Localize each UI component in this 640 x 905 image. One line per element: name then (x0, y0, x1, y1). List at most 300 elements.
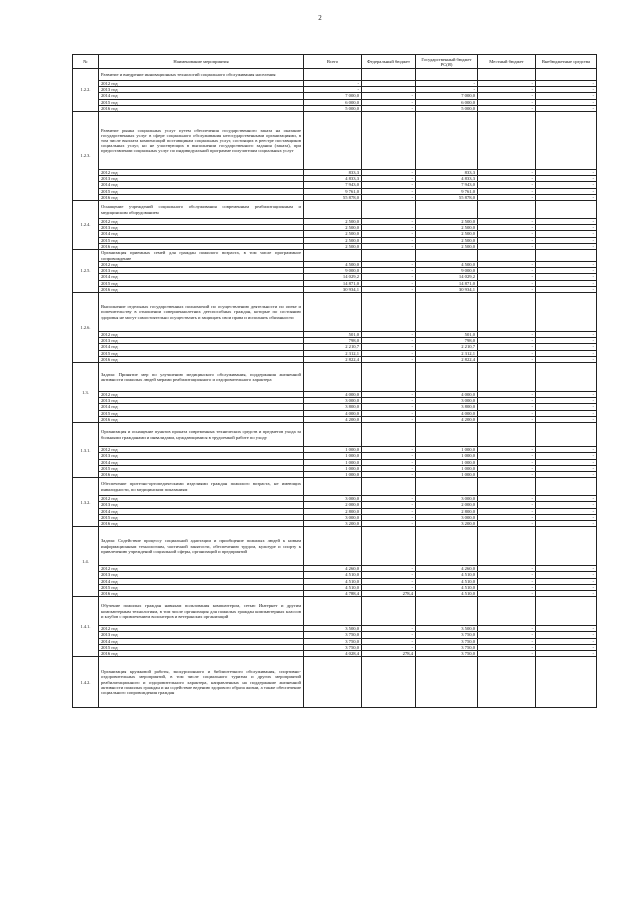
local-budget-cell: - (478, 398, 536, 404)
total-cell: 14 871,0 (304, 280, 362, 286)
extrabudget-cell: - (536, 344, 597, 350)
activity-row (73, 363, 597, 392)
activity-name: Задача: Содействие процессу социальной адаптации и приобщение пожилых людей к новым информационным технологиям, частичной занятости, обеспечению трудом, культуре и спорту к привлечению учреждений социальной сферы, организаций и предприятий (99, 527, 304, 566)
year-cell: 2014 год (99, 93, 304, 99)
extrabudget-cell: - (536, 650, 597, 656)
federal-cell: - (362, 93, 416, 99)
empty-cell (536, 478, 597, 496)
federal-cell: - (362, 632, 416, 638)
total-cell: 1 000,0 (304, 453, 362, 459)
total-cell: 3 750,0 (304, 632, 362, 638)
empty-cell (304, 423, 362, 447)
total-cell: 1 000,0 (304, 459, 362, 465)
year-cell: 2014 год (99, 182, 304, 188)
total-cell: 2 000,0 (304, 502, 362, 508)
empty-cell (478, 293, 536, 332)
extrabudget-cell: - (536, 188, 597, 194)
state-budget-cell: 2 000,0 (416, 502, 478, 508)
empty-cell (304, 250, 362, 262)
year-cell: 2013 год (99, 176, 304, 182)
state-budget-cell: - (416, 87, 478, 93)
federal-cell: - (362, 471, 416, 477)
state-budget-cell: 5 000,0 (416, 105, 478, 111)
year-cell: 2016 год (99, 650, 304, 656)
extrabudget-cell: - (536, 219, 597, 225)
empty-cell (362, 112, 416, 170)
local-budget-cell: - (478, 350, 536, 356)
state-budget-cell: 9 000,0 (416, 268, 478, 274)
year-cell: 2012 год (99, 262, 304, 268)
local-budget-cell: - (478, 416, 536, 422)
activity-name: Развитие рынка социальных услуг путем обеспечения государственного заказа на оказание государственных услуг в сфере социального обслуживания негосударственными организациями, в том числе выплата компенсаций поставщикам социальных услуг, состоящих в реестре поставщиков социальных услуг, но не участвующих в выполнении государственного задания (заказа), при предоставлении социальных услуг по индивидуальной программе получателям социальных услуг (99, 112, 304, 170)
empty-cell (536, 363, 597, 392)
state-budget-cell: 3 750,0 (416, 644, 478, 650)
state-budget-cell: 3 500,0 (416, 626, 478, 632)
extrabudget-cell: - (536, 350, 597, 356)
empty-cell (362, 478, 416, 496)
local-budget-cell: - (478, 566, 536, 572)
total-cell: 1 000,0 (304, 471, 362, 477)
federal-cell: - (362, 237, 416, 243)
empty-cell (478, 201, 536, 219)
federal-cell: - (362, 243, 416, 249)
empty-cell (416, 201, 478, 219)
year-cell: 2013 год (99, 398, 304, 404)
year-cell: 2016 год (99, 471, 304, 477)
state-budget-cell: 2 500,0 (416, 237, 478, 243)
activity-row (73, 478, 597, 496)
federal-cell: - (362, 194, 416, 200)
empty-cell (416, 597, 478, 626)
activity-row (73, 527, 597, 566)
state-budget-cell: 3 000,0 (416, 398, 478, 404)
federal-cell: - (362, 170, 416, 176)
federal-cell: - (362, 338, 416, 344)
federal-cell: - (362, 268, 416, 274)
local-budget-cell: - (478, 453, 536, 459)
activity-name: Организация и оснащение пунктов проката современных технических средств и предметов ухода за больными гражданами и инвалидами, нуждающимися в трудоемкой работе по уходу (99, 423, 304, 447)
extrabudget-cell: - (536, 87, 597, 93)
total-cell: 3 800,0 (304, 404, 362, 410)
extrabudget-cell: - (536, 632, 597, 638)
extrabudget-cell: - (536, 508, 597, 514)
local-budget-cell: - (478, 590, 536, 596)
local-budget-cell: - (478, 99, 536, 105)
total-cell: 9 000,0 (304, 268, 362, 274)
federal-cell: - (362, 496, 416, 502)
empty-cell (362, 250, 416, 262)
empty-cell (478, 478, 536, 496)
federal-cell: - (362, 274, 416, 280)
federal-cell: - (362, 410, 416, 416)
extrabudget-cell: - (536, 81, 597, 87)
state-budget-cell: 833,3 (416, 170, 478, 176)
extrabudget-cell: - (536, 356, 597, 362)
total-cell: 4 260,0 (304, 566, 362, 572)
local-budget-cell: - (478, 465, 536, 471)
empty-cell (478, 657, 536, 708)
year-cell: 2014 год (99, 274, 304, 280)
federal-cell: - (362, 398, 416, 404)
empty-cell (416, 69, 478, 81)
activity-name: Развитие и внедрение инновационных технологий социального обслуживания населения (99, 69, 304, 81)
state-budget-cell: 2 500,0 (416, 219, 478, 225)
activity-name: Организация кружковой работы, экскурсионного и библиотечного обслуживания, спортивно-оздоровительных мероприятий, в том числе социального туризма и других мероприятий реабилитационного и оздоровительного характера, направленных на поддержание жизненной активности пожилых граждан и на содействие ведению здорового образа жизни, а также обеспечение социального сопровождения граждан (99, 657, 304, 708)
empty-cell (304, 69, 362, 81)
local-budget-cell: - (478, 471, 536, 477)
state-budget-cell: 1 000,0 (416, 465, 478, 471)
activity-row (73, 250, 597, 262)
local-budget-cell: - (478, 572, 536, 578)
local-budget-cell: - (478, 584, 536, 590)
empty-cell (304, 527, 362, 566)
federal-cell: - (362, 225, 416, 231)
total-cell: 7 943,0 (304, 182, 362, 188)
total-cell: 4 510,0 (304, 584, 362, 590)
extrabudget-cell: - (536, 99, 597, 105)
local-budget-cell: - (478, 176, 536, 182)
empty-cell (536, 250, 597, 262)
extrabudget-cell: - (536, 93, 597, 99)
local-budget-cell: - (478, 219, 536, 225)
federal-cell: - (362, 262, 416, 268)
extrabudget-cell: - (536, 404, 597, 410)
year-cell: 2016 год (99, 286, 304, 292)
state-budget-cell: 2 500,0 (416, 225, 478, 231)
federal-cell: - (362, 459, 416, 465)
local-budget-cell: - (478, 225, 536, 231)
state-budget-cell: 4 510,0 (416, 578, 478, 584)
federal-cell: - (362, 638, 416, 644)
year-cell: 2012 год (99, 332, 304, 338)
extrabudget-cell: - (536, 459, 597, 465)
federal-cell: - (362, 182, 416, 188)
extrabudget-cell: - (536, 644, 597, 650)
local-budget-cell: - (478, 650, 536, 656)
total-cell: 1 000,0 (304, 447, 362, 453)
activity-number: 1.4. (73, 527, 99, 597)
state-budget-cell: 2 800,0 (416, 508, 478, 514)
local-budget-cell: - (478, 502, 536, 508)
local-budget-cell: - (478, 410, 536, 416)
page-number: 2 (318, 14, 322, 22)
empty-cell (304, 112, 362, 170)
extrabudget-cell: - (536, 182, 597, 188)
total-cell: 2 500,0 (304, 237, 362, 243)
local-budget-cell: - (478, 404, 536, 410)
federal-cell: - (362, 219, 416, 225)
activity-number: 1.3.2. (73, 478, 99, 527)
extrabudget-cell: - (536, 225, 597, 231)
activity-row (73, 597, 597, 626)
empty-cell (478, 527, 536, 566)
empty-cell (478, 423, 536, 447)
year-cell: 2014 год (99, 638, 304, 644)
local-budget-cell: - (478, 638, 536, 644)
state-budget-cell: 4 510,0 (416, 584, 478, 590)
extrabudget-cell: - (536, 170, 597, 176)
year-cell: 2015 год (99, 99, 304, 105)
year-cell: 2014 год (99, 459, 304, 465)
local-budget-cell: - (478, 626, 536, 632)
state-budget-cell: 4 510,0 (416, 590, 478, 596)
year-cell: 2013 год (99, 572, 304, 578)
extrabudget-cell: - (536, 465, 597, 471)
empty-cell (304, 657, 362, 708)
activity-number: 1.4.2. (73, 657, 99, 708)
local-budget-cell: - (478, 274, 536, 280)
activity-row (73, 112, 597, 170)
local-budget-cell: - (478, 508, 536, 514)
year-cell: 2014 год (99, 508, 304, 514)
federal-cell: - (362, 188, 416, 194)
activity-row (73, 423, 597, 447)
state-budget-cell: 1 000,0 (416, 447, 478, 453)
year-cell: 2012 год (99, 447, 304, 453)
total-cell: 7 000,0 (304, 93, 362, 99)
activity-number: 1.3.1. (73, 423, 99, 478)
state-budget-cell: 1 000,0 (416, 459, 478, 465)
empty-cell (416, 112, 478, 170)
local-budget-cell: - (478, 81, 536, 87)
state-budget-cell: 7 000,0 (416, 93, 478, 99)
state-budget-cell: 2 500,0 (416, 243, 478, 249)
activity-name: Задача: Принятие мер по улучшению медицинского обслуживания, поддержания жизненной активности пожилых людей мерами реабилитационного и оздоровительного характера (99, 363, 304, 392)
local-budget-cell: - (478, 447, 536, 453)
empty-cell (416, 657, 478, 708)
total-cell: 3 200,0 (304, 520, 362, 526)
total-cell: 833,3 (304, 170, 362, 176)
activity-number: 1.2.3. (73, 112, 99, 201)
activity-row (73, 657, 597, 708)
federal-cell: - (362, 332, 416, 338)
total-cell: 2 500,0 (304, 219, 362, 225)
empty-cell (304, 597, 362, 626)
federal-cell: - (362, 105, 416, 111)
state-budget-cell: 501,0 (416, 332, 478, 338)
total-cell: 4 510,0 (304, 572, 362, 578)
total-cell: 2 500,0 (304, 225, 362, 231)
empty-cell (536, 527, 597, 566)
extrabudget-cell: - (536, 280, 597, 286)
total-cell: - (304, 81, 362, 87)
local-budget-cell: - (478, 459, 536, 465)
extrabudget-cell: - (536, 514, 597, 520)
federal-cell: - (362, 520, 416, 526)
state-budget-cell: 3 000,0 (416, 496, 478, 502)
year-cell: 2015 год (99, 584, 304, 590)
local-budget-cell: - (478, 87, 536, 93)
state-budget-cell: 2 822,4 (416, 356, 478, 362)
extrabudget-cell: - (536, 471, 597, 477)
year-cell: 2016 год (99, 243, 304, 249)
empty-cell (536, 69, 597, 81)
extrabudget-cell: - (536, 105, 597, 111)
state-budget-cell: 2 312,1 (416, 350, 478, 356)
state-budget-cell: 1 000,0 (416, 471, 478, 477)
year-cell: 2015 год (99, 188, 304, 194)
total-cell: 1 000,0 (304, 465, 362, 471)
local-budget-cell: - (478, 231, 536, 237)
header-cell: Наименование мероприятия (99, 55, 304, 69)
empty-cell (362, 597, 416, 626)
local-budget-cell: - (478, 286, 536, 292)
federal-cell: - (362, 644, 416, 650)
local-budget-cell: - (478, 644, 536, 650)
empty-cell (536, 597, 597, 626)
year-cell: 2015 год (99, 350, 304, 356)
total-cell: 2 500,0 (304, 243, 362, 249)
state-budget-cell: 4 500,0 (416, 262, 478, 268)
state-budget-cell: 3 750,0 (416, 650, 478, 656)
total-cell: 9 761,0 (304, 188, 362, 194)
state-budget-cell: 3 750,0 (416, 632, 478, 638)
year-cell: 2012 год (99, 392, 304, 398)
table-header-row (73, 55, 597, 69)
year-cell: 2013 год (99, 268, 304, 274)
total-cell: 3 500,0 (304, 626, 362, 632)
year-cell: 2013 год (99, 87, 304, 93)
activity-number: 1.4.1. (73, 597, 99, 657)
state-budget-cell: - (416, 81, 478, 87)
empty-cell (362, 657, 416, 708)
activity-name: Обучение пожилых граждан навыкам пользования компьютером, сетью Интернет и другим компьютерным технологиям, в том числе организация для пожилых граждан компьютерных классов и клубов с привлечением волонтеров и ветеранских организаций (99, 597, 304, 626)
state-budget-cell: 1 000,0 (416, 453, 478, 459)
federal-cell: - (362, 356, 416, 362)
local-budget-cell: - (478, 632, 536, 638)
empty-cell (304, 363, 362, 392)
empty-cell (536, 201, 597, 219)
federal-cell: - (362, 231, 416, 237)
extrabudget-cell: - (536, 502, 597, 508)
header-cell: Внебюджетные средства (536, 55, 597, 69)
federal-cell: - (362, 465, 416, 471)
federal-cell: - (362, 453, 416, 459)
extrabudget-cell: - (536, 176, 597, 182)
total-cell: 3 750,0 (304, 644, 362, 650)
total-cell: 3 000,0 (304, 514, 362, 520)
federal-cell: - (362, 416, 416, 422)
state-budget-cell: 3 750,0 (416, 638, 478, 644)
activity-name: Выполнение отдельных государственных полномочий по осуществлению деятельности по опеке и попечительству в отношении совершеннолетних дееспособных граждан, которые по состоянию здоровья не могут самостоятельно осуществлять и защищать свои права и исполнять обязанности (99, 293, 304, 332)
activity-number: 1.2.2. (73, 69, 99, 112)
state-budget-cell: 3 800,0 (416, 404, 478, 410)
empty-cell (304, 201, 362, 219)
year-cell: 2012 год (99, 81, 304, 87)
local-budget-cell: - (478, 262, 536, 268)
state-budget-cell: 4 200,0 (416, 416, 478, 422)
year-cell: 2015 год (99, 514, 304, 520)
empty-cell (478, 363, 536, 392)
state-budget-cell: 7 943,0 (416, 182, 478, 188)
empty-cell (362, 423, 416, 447)
local-budget-cell: - (478, 188, 536, 194)
federal-cell: 278,4 (362, 650, 416, 656)
extrabudget-cell: - (536, 496, 597, 502)
total-cell: 2 500,0 (304, 231, 362, 237)
extrabudget-cell: - (536, 262, 597, 268)
local-budget-cell: - (478, 268, 536, 274)
local-budget-cell: - (478, 105, 536, 111)
local-budget-cell: - (478, 514, 536, 520)
extrabudget-cell: - (536, 416, 597, 422)
year-cell: 2014 год (99, 344, 304, 350)
year-cell: 2016 год (99, 416, 304, 422)
federal-cell: - (362, 392, 416, 398)
total-cell: 2 822,4 (304, 356, 362, 362)
empty-cell (478, 112, 536, 170)
federal-cell: - (362, 286, 416, 292)
state-budget-cell: 4 510,0 (416, 572, 478, 578)
year-cell: 2014 год (99, 404, 304, 410)
federal-cell: - (362, 626, 416, 632)
state-budget-cell: 9 761,0 (416, 188, 478, 194)
extrabudget-cell: - (536, 584, 597, 590)
empty-cell (362, 527, 416, 566)
year-cell: 2016 год (99, 590, 304, 596)
year-cell: 2016 год (99, 194, 304, 200)
total-cell: 798,0 (304, 338, 362, 344)
year-cell: 2013 год (99, 502, 304, 508)
empty-cell (416, 363, 478, 392)
local-budget-cell: - (478, 496, 536, 502)
local-budget-cell: - (478, 243, 536, 249)
year-cell: 2012 год (99, 170, 304, 176)
extrabudget-cell: - (536, 274, 597, 280)
year-cell: 2016 год (99, 520, 304, 526)
total-cell: 4 788,4 (304, 590, 362, 596)
year-cell: 2015 год (99, 410, 304, 416)
extrabudget-cell: - (536, 447, 597, 453)
empty-cell (362, 201, 416, 219)
federal-cell: - (362, 99, 416, 105)
local-budget-cell: - (478, 344, 536, 350)
extrabudget-cell: - (536, 237, 597, 243)
extrabudget-cell: - (536, 194, 597, 200)
federal-cell: - (362, 578, 416, 584)
extrabudget-cell: - (536, 566, 597, 572)
total-cell: 30 934,1 (304, 286, 362, 292)
activity-row (73, 293, 597, 332)
year-cell: 2013 год (99, 338, 304, 344)
local-budget-cell: - (478, 338, 536, 344)
header-cell: Всего (304, 55, 362, 69)
local-budget-cell: - (478, 182, 536, 188)
state-budget-cell: 2 500,0 (416, 231, 478, 237)
federal-cell: - (362, 447, 416, 453)
total-cell: 2 312,1 (304, 350, 362, 356)
total-cell: 4 833,3 (304, 176, 362, 182)
extrabudget-cell: - (536, 398, 597, 404)
state-budget-cell: 30 934,1 (416, 286, 478, 292)
program-table (72, 54, 597, 708)
activity-number: 1.2.6. (73, 293, 99, 363)
local-budget-cell: - (478, 194, 536, 200)
empty-cell (478, 597, 536, 626)
total-cell: 4 200,0 (304, 416, 362, 422)
year-cell: 2013 год (99, 225, 304, 231)
total-cell: 501,0 (304, 332, 362, 338)
empty-cell (362, 293, 416, 332)
empty-cell (362, 69, 416, 81)
extrabudget-cell: - (536, 231, 597, 237)
header-cell: Государственный бюджет РС(Я) (416, 55, 478, 69)
empty-cell (362, 363, 416, 392)
activity-number: 1.2.4. (73, 201, 99, 250)
local-budget-cell: - (478, 392, 536, 398)
extrabudget-cell: - (536, 590, 597, 596)
year-cell: 2015 год (99, 644, 304, 650)
